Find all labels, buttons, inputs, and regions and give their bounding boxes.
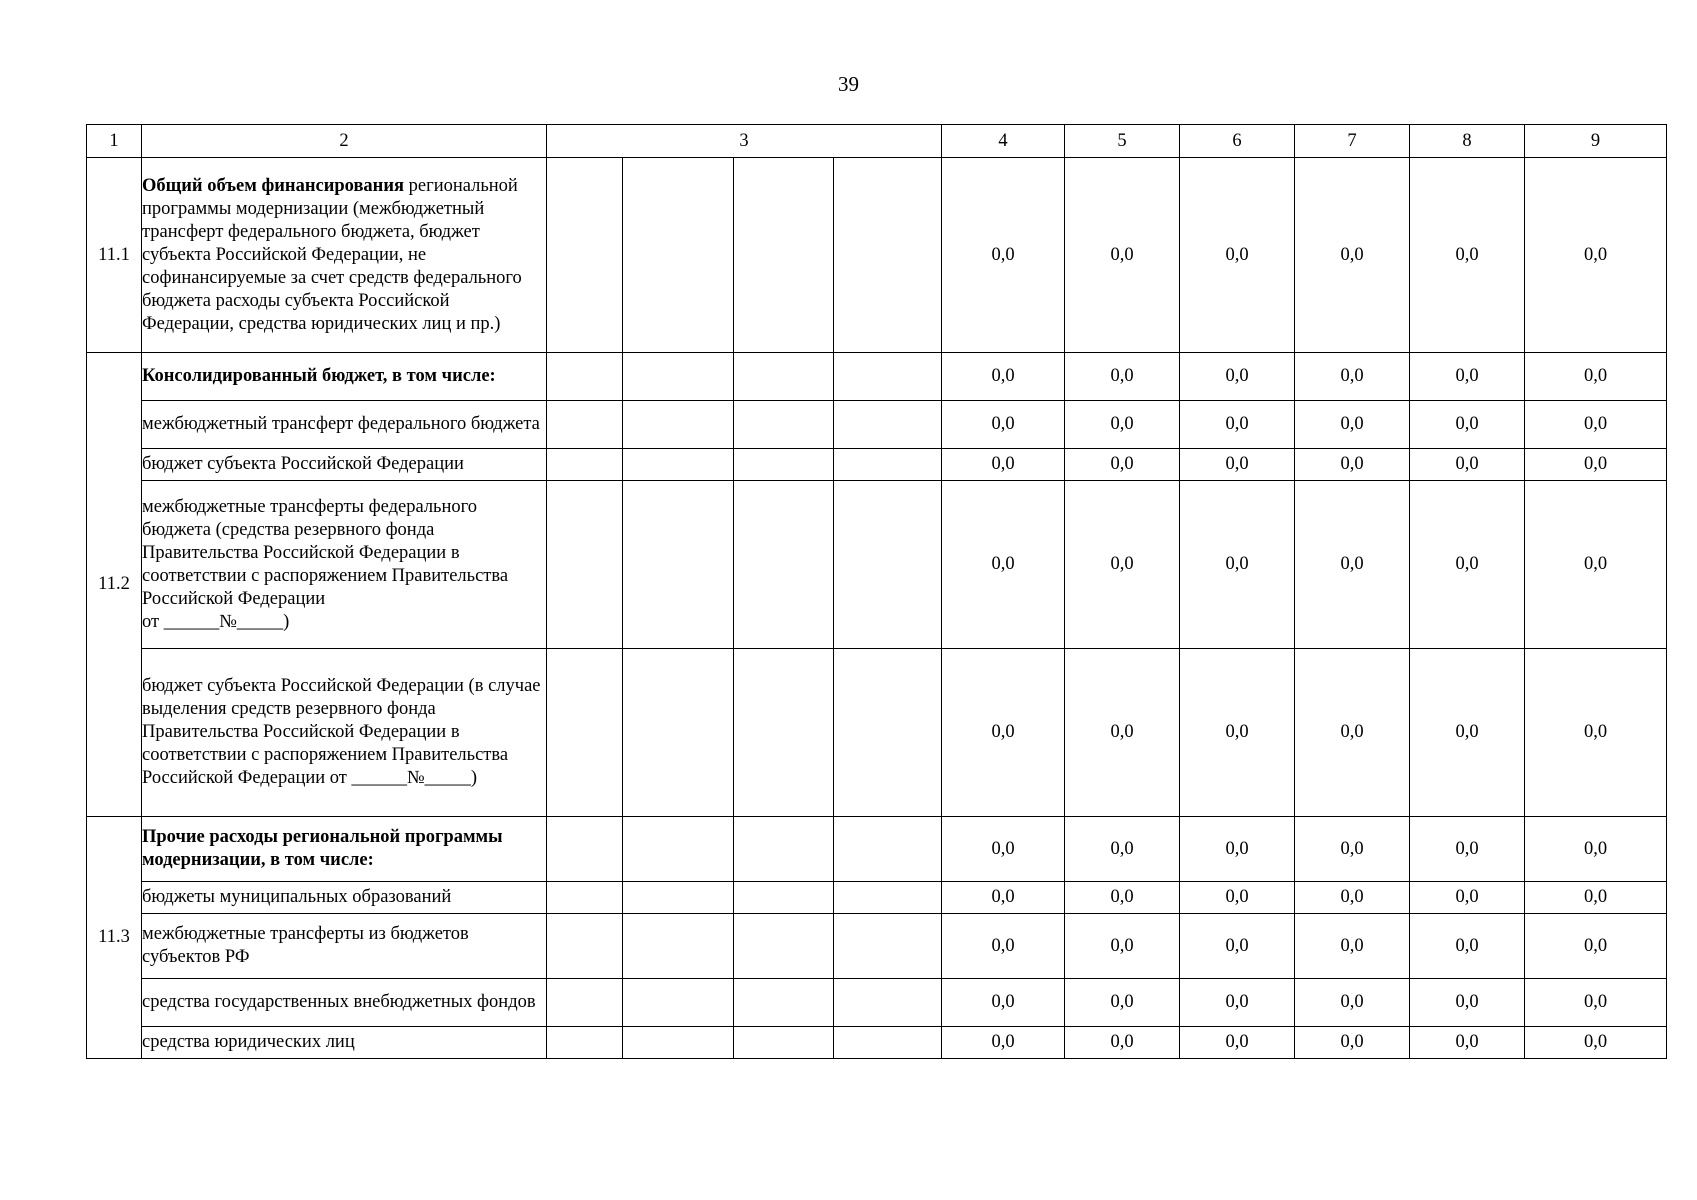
empty-cell <box>734 158 834 353</box>
empty-cell <box>834 1027 942 1059</box>
empty-cell <box>623 1027 734 1059</box>
value-cell-col-4: 0,0 <box>942 158 1065 353</box>
row-text: средства юридических лиц <box>142 1032 355 1052</box>
row-description <box>142 649 547 817</box>
header-row <box>87 125 1667 158</box>
value-cell-col-7: 0,0 <box>1295 914 1410 979</box>
empty-cell <box>734 401 834 449</box>
empty-cell <box>547 979 623 1027</box>
empty-cell <box>734 817 834 882</box>
value-cell-col-8: 0,0 <box>1410 1027 1525 1059</box>
value-cell-col-9: 0,0 <box>1525 401 1667 449</box>
row-text: региональной программы модернизации (межбюджетный трансферт федерального бюджета, бюджет субъекта Российской Федерации, не софинансируемые за счет средств федерального бюджета расходы субъекта Российской Федерации, средства юридических лиц и пр.) <box>142 175 522 334</box>
empty-cell <box>547 449 623 481</box>
value-cell-col-8: 0,0 <box>1410 481 1525 649</box>
value-cell-col-7: 0,0 <box>1295 449 1410 481</box>
value-cell-col-7: 0,0 <box>1295 481 1410 649</box>
value-cell-col-8: 0,0 <box>1410 914 1525 979</box>
value-cell-col-6: 0,0 <box>1180 1027 1295 1059</box>
empty-cell <box>834 449 942 481</box>
table-row <box>87 882 1667 914</box>
value-cell-col-5: 0,0 <box>1065 401 1180 449</box>
value-cell-col-4: 0,0 <box>942 882 1065 914</box>
row-description <box>142 1027 547 1059</box>
table-body <box>87 125 1667 1059</box>
empty-cell <box>834 481 942 649</box>
row-text: средства государственных внебюджетных фондов <box>142 992 536 1012</box>
empty-cell <box>547 1027 623 1059</box>
value-cell-col-8: 0,0 <box>1410 401 1525 449</box>
empty-cell <box>834 817 942 882</box>
value-cell-col-7: 0,0 <box>1295 353 1410 401</box>
row-description <box>142 882 547 914</box>
empty-cell <box>834 158 942 353</box>
value-cell-col-5: 0,0 <box>1065 1027 1180 1059</box>
row-description <box>142 979 547 1027</box>
empty-cell <box>623 914 734 979</box>
empty-cell <box>834 401 942 449</box>
header-col-1: 1 <box>87 125 142 158</box>
row-text: межбюджетные трансферты из бюджетов субъектов РФ <box>142 924 469 967</box>
value-cell-col-9: 0,0 <box>1525 449 1667 481</box>
empty-cell <box>547 481 623 649</box>
empty-cell <box>834 914 942 979</box>
row-text: бюджеты муниципальных образований <box>142 887 452 907</box>
table-row <box>87 1027 1667 1059</box>
empty-cell <box>734 449 834 481</box>
empty-cell <box>547 817 623 882</box>
value-cell-col-5: 0,0 <box>1065 449 1180 481</box>
empty-cell <box>547 401 623 449</box>
value-cell-col-8: 0,0 <box>1410 979 1525 1027</box>
value-cell-col-5: 0,0 <box>1065 481 1180 649</box>
value-cell-col-5: 0,0 <box>1065 914 1180 979</box>
empty-cell <box>547 353 623 401</box>
section-number: 11.3 <box>87 817 142 1059</box>
value-cell-col-7: 0,0 <box>1295 649 1410 817</box>
table-row <box>87 401 1667 449</box>
header-col-9: 9 <box>1525 125 1667 158</box>
value-cell-col-4: 0,0 <box>942 449 1065 481</box>
row-text: бюджет субъекта Российской Федерации <box>142 454 464 474</box>
header-col-8: 8 <box>1410 125 1525 158</box>
header-col-5: 5 <box>1065 125 1180 158</box>
value-cell-col-4: 0,0 <box>942 353 1065 401</box>
row-text: межбюджетный трансферт федерального бюджета <box>142 414 540 434</box>
empty-cell <box>623 649 734 817</box>
row-text: бюджет субъекта Российской Федерации (в случае выделения средств резервного фонда Правительства Российской Федерации в соответствии с распоряжением Правительства Российской Федерации от ______№_____) <box>142 676 541 788</box>
value-cell-col-8: 0,0 <box>1410 882 1525 914</box>
value-cell-col-6: 0,0 <box>1180 817 1295 882</box>
value-cell-col-5: 0,0 <box>1065 817 1180 882</box>
table-row <box>87 158 1667 353</box>
value-cell-col-4: 0,0 <box>942 481 1065 649</box>
empty-cell <box>734 353 834 401</box>
value-cell-col-5: 0,0 <box>1065 158 1180 353</box>
value-cell-col-4: 0,0 <box>942 817 1065 882</box>
empty-cell <box>547 649 623 817</box>
value-cell-col-6: 0,0 <box>1180 353 1295 401</box>
empty-cell <box>834 882 942 914</box>
value-cell-col-6: 0,0 <box>1180 649 1295 817</box>
value-cell-col-6: 0,0 <box>1180 481 1295 649</box>
empty-cell <box>623 401 734 449</box>
value-cell-col-4: 0,0 <box>942 979 1065 1027</box>
header-col-3: 3 <box>547 125 942 158</box>
empty-cell <box>734 914 834 979</box>
value-cell-col-9: 0,0 <box>1525 817 1667 882</box>
table-row <box>87 817 1667 882</box>
value-cell-col-9: 0,0 <box>1525 979 1667 1027</box>
value-cell-col-5: 0,0 <box>1065 649 1180 817</box>
empty-cell <box>834 353 942 401</box>
empty-cell <box>623 353 734 401</box>
table-row <box>87 481 1667 649</box>
value-cell-col-9: 0,0 <box>1525 649 1667 817</box>
empty-cell <box>734 882 834 914</box>
row-text-tail: от ______№_____) <box>142 611 290 632</box>
value-cell-col-4: 0,0 <box>942 1027 1065 1059</box>
value-cell-col-8: 0,0 <box>1410 817 1525 882</box>
empty-cell <box>734 481 834 649</box>
header-col-7: 7 <box>1295 125 1410 158</box>
value-cell-col-4: 0,0 <box>942 401 1065 449</box>
row-title-bold: Консолидированный бюджет, в том числе: <box>142 366 496 386</box>
header-col-6: 6 <box>1180 125 1295 158</box>
empty-cell <box>547 914 623 979</box>
table-row <box>87 353 1667 401</box>
value-cell-col-9: 0,0 <box>1525 1027 1667 1059</box>
value-cell-col-6: 0,0 <box>1180 979 1295 1027</box>
value-cell-col-7: 0,0 <box>1295 158 1410 353</box>
value-cell-col-9: 0,0 <box>1525 882 1667 914</box>
empty-cell <box>547 882 623 914</box>
header-col-4: 4 <box>942 125 1065 158</box>
row-description <box>142 914 547 979</box>
empty-cell <box>623 817 734 882</box>
empty-cell <box>623 979 734 1027</box>
empty-cell <box>623 481 734 649</box>
value-cell-col-6: 0,0 <box>1180 158 1295 353</box>
row-title-bold: Общий объем финансирования <box>142 175 405 196</box>
header-col-2: 2 <box>142 125 547 158</box>
value-cell-col-5: 0,0 <box>1065 979 1180 1027</box>
value-cell-col-9: 0,0 <box>1525 353 1667 401</box>
row-text: межбюджетные трансферты федерального бюджета (средства резервного фонда Правительства Российской Федерации в соответствии с распоряжением Правительства Российской Федерации <box>142 496 509 609</box>
empty-cell <box>734 979 834 1027</box>
value-cell-col-9: 0,0 <box>1525 481 1667 649</box>
value-cell-col-7: 0,0 <box>1295 817 1410 882</box>
value-cell-col-9: 0,0 <box>1525 914 1667 979</box>
value-cell-col-6: 0,0 <box>1180 914 1295 979</box>
value-cell-col-8: 0,0 <box>1410 353 1525 401</box>
value-cell-col-9: 0,0 <box>1525 158 1667 353</box>
value-cell-col-8: 0,0 <box>1410 158 1525 353</box>
table-row <box>87 449 1667 481</box>
value-cell-col-6: 0,0 <box>1180 401 1295 449</box>
empty-cell <box>734 649 834 817</box>
value-cell-col-5: 0,0 <box>1065 353 1180 401</box>
value-cell-col-4: 0,0 <box>942 649 1065 817</box>
value-cell-col-4: 0,0 <box>942 914 1065 979</box>
row-description <box>142 817 547 882</box>
value-cell-col-5: 0,0 <box>1065 882 1180 914</box>
value-cell-col-7: 0,0 <box>1295 979 1410 1027</box>
row-description <box>142 481 547 649</box>
section-number: 11.2 <box>87 353 142 817</box>
value-cell-col-7: 0,0 <box>1295 882 1410 914</box>
empty-cell <box>623 882 734 914</box>
value-cell-col-7: 0,0 <box>1295 1027 1410 1059</box>
empty-cell <box>623 449 734 481</box>
empty-cell <box>734 1027 834 1059</box>
empty-cell <box>623 158 734 353</box>
row-description <box>142 158 547 353</box>
financing-table <box>86 124 1667 1059</box>
table-row <box>87 914 1667 979</box>
table-row <box>87 979 1667 1027</box>
value-cell-col-6: 0,0 <box>1180 449 1295 481</box>
value-cell-col-7: 0,0 <box>1295 401 1410 449</box>
row-description <box>142 353 547 401</box>
value-cell-col-8: 0,0 <box>1410 649 1525 817</box>
row-title-bold: Прочие расходы региональной программы модернизации, в том числе: <box>142 827 503 870</box>
empty-cell <box>834 649 942 817</box>
page-number: 39 <box>838 72 859 96</box>
section-number: 11.1 <box>87 158 142 353</box>
value-cell-col-8: 0,0 <box>1410 449 1525 481</box>
value-cell-col-6: 0,0 <box>1180 882 1295 914</box>
row-description <box>142 449 547 481</box>
empty-cell <box>834 979 942 1027</box>
table-row <box>87 649 1667 817</box>
empty-cell <box>547 158 623 353</box>
row-description <box>142 401 547 449</box>
